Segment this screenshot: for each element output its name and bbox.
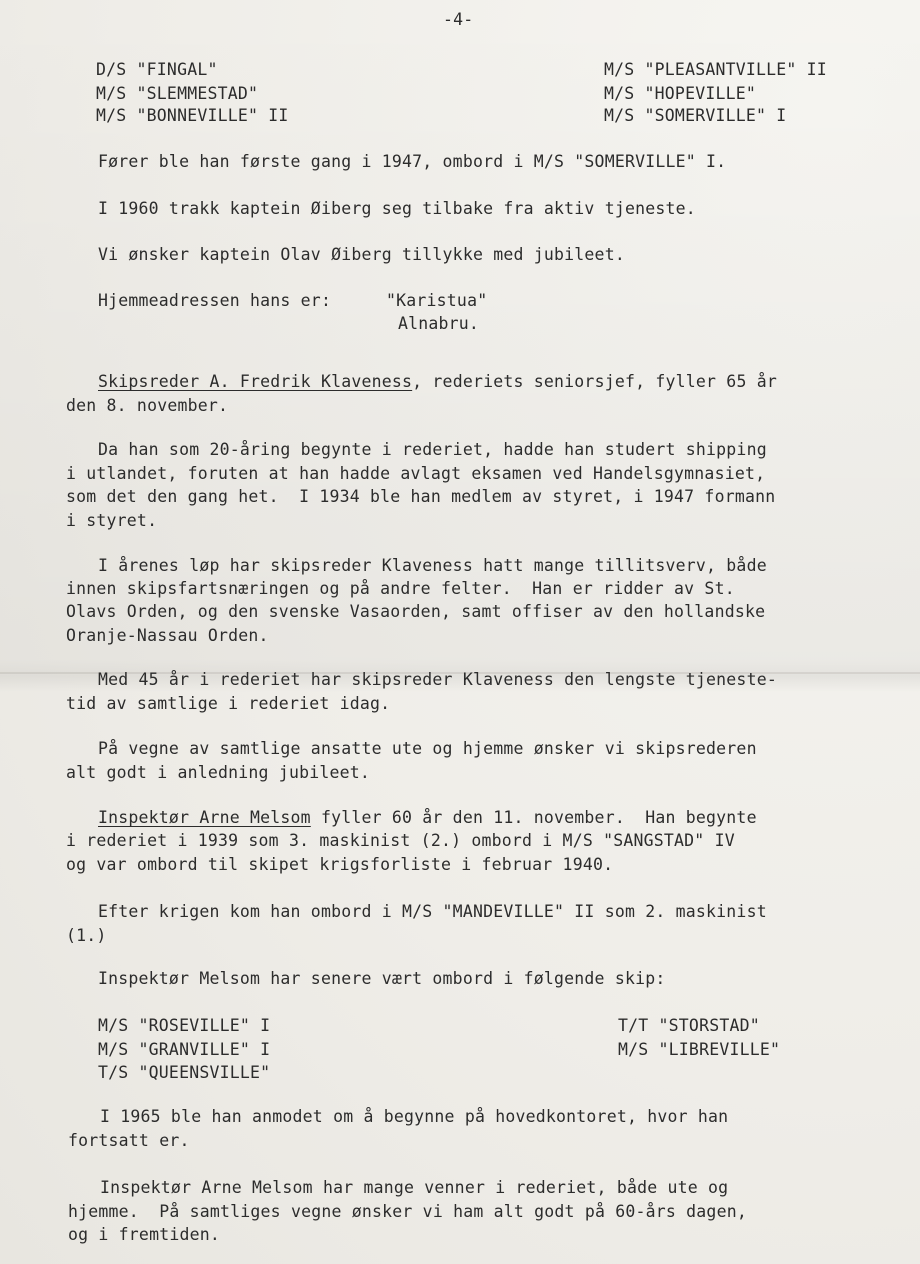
paragraph-congrats-oiberg: Vi ønsker kaptein Olav Øiberg tillykke med jubileet. <box>98 245 625 264</box>
paragraph-line: Inspektør Arne Melsom har mange venner i rederiet, både ute og <box>100 1178 729 1197</box>
paragraph-line: alt godt i anledning jubileet. <box>66 763 371 782</box>
paragraph-line: Da han som 20-åring begynte i rederiet, hadde han studert shipping <box>98 440 767 459</box>
ship-list-left-item: D/S "FINGAL" <box>96 60 218 79</box>
paragraph-line: i rederiet i 1939 som 3. maskinist (2.) ombord i M/S "SANGSTAD" IV <box>66 831 735 850</box>
paragraph-line: I årenes løp har skipsreder Klaveness hatt mange tillitsverv, både <box>98 556 767 575</box>
melsom-heading-rest: fyller 60 år den 11. november. Han begynte <box>310 808 757 827</box>
klaveness-name: Skipsreder A. Fredrik Klaveness <box>98 372 413 391</box>
ship-list-left-item: T/S "QUEENSVILLE" <box>98 1063 271 1082</box>
paragraph-line: innen skipsfartsnæringen og på andre felter. Han er ridder av St. <box>66 579 735 598</box>
ship-list-right-item: M/S "PLEASANTVILLE" II <box>604 60 827 79</box>
ship-list-right-item: M/S "SOMERVILLE" I <box>604 106 787 125</box>
ship-list-left-item: M/S "GRANVILLE" I <box>98 1040 271 1059</box>
address-label: Hjemmeadressen hans er: <box>98 291 332 310</box>
paragraph-line: Efter krigen kom han ombord i M/S "MANDEVILLE" II som 2. maskinist <box>98 902 767 921</box>
ship-list-left-item: M/S "ROSEVILLE" I <box>98 1016 271 1035</box>
paragraph-line: Oranje-Nassau Orden. <box>66 626 269 645</box>
page-number: -4- <box>443 10 474 29</box>
paragraph-line: som det den gang het. I 1934 ble han medlem av styret, i 1947 formann <box>66 487 776 506</box>
klaveness-heading-line-2: den 8. november. <box>66 396 229 415</box>
paragraph-line: i utlandet, foruten at han hadde avlagt eksamen ved Handelsgymnasiet, <box>66 464 766 483</box>
paragraph-line: (1.) <box>66 926 107 945</box>
ship-list-right-item: M/S "LIBREVILLE" <box>618 1040 781 1059</box>
paragraph-line: og i fremtiden. <box>68 1225 221 1244</box>
paragraph-1960: I 1960 trakk kaptein Øiberg seg tilbake fra aktiv tjeneste. <box>98 199 696 218</box>
paragraph-line: tid av samtlige i rederiet idag. <box>66 694 391 713</box>
paragraph-line: i styret. <box>66 511 158 530</box>
paragraph-line: På vegne av samtlige ansatte ute og hjemme ønsker vi skipsrederen <box>98 739 757 758</box>
paragraph-line: Olavs Orden, og den svenske Vasaorden, samt offiser av den hollandske <box>66 602 766 621</box>
klaveness-heading-line <box>98 372 777 392</box>
address-line-1: "Karistua" <box>386 291 488 310</box>
paragraph-line: og var ombord til skipet krigsforliste i februar 1940. <box>66 855 614 874</box>
paragraph-forer: Fører ble han første gang i 1947, ombord i M/S "SOMERVILLE" I. <box>98 152 727 171</box>
klaveness-heading-rest: , rederiets seniorsjef, fyller 65 år <box>412 372 777 391</box>
paragraph-line: fortsatt er. <box>68 1131 190 1150</box>
address-line-2: Alnabru. <box>398 314 480 333</box>
ship-list-right-item: M/S "HOPEVILLE" <box>604 84 757 103</box>
paragraph-senere: Inspektør Melsom har senere vært ombord i følgende skip: <box>98 969 666 988</box>
melsom-name: Inspektør Arne Melsom <box>98 808 311 827</box>
ship-list-left-item: M/S "BONNEVILLE" II <box>96 106 289 125</box>
paragraph-line: I 1965 ble han anmodet om å begynne på hovedkontoret, hvor han <box>100 1107 729 1126</box>
ship-list-right-item: T/T "STORSTAD" <box>618 1016 760 1035</box>
paragraph-line: hjemme. På samtliges vegne ønsker vi ham alt godt på 60-års dagen, <box>68 1202 747 1221</box>
ship-list-left-item: M/S "SLEMMESTAD" <box>96 84 259 103</box>
paragraph-line: Med 45 år i rederiet har skipsreder Klaveness den lengste tjeneste- <box>98 670 777 689</box>
melsom-heading-line <box>98 808 757 828</box>
